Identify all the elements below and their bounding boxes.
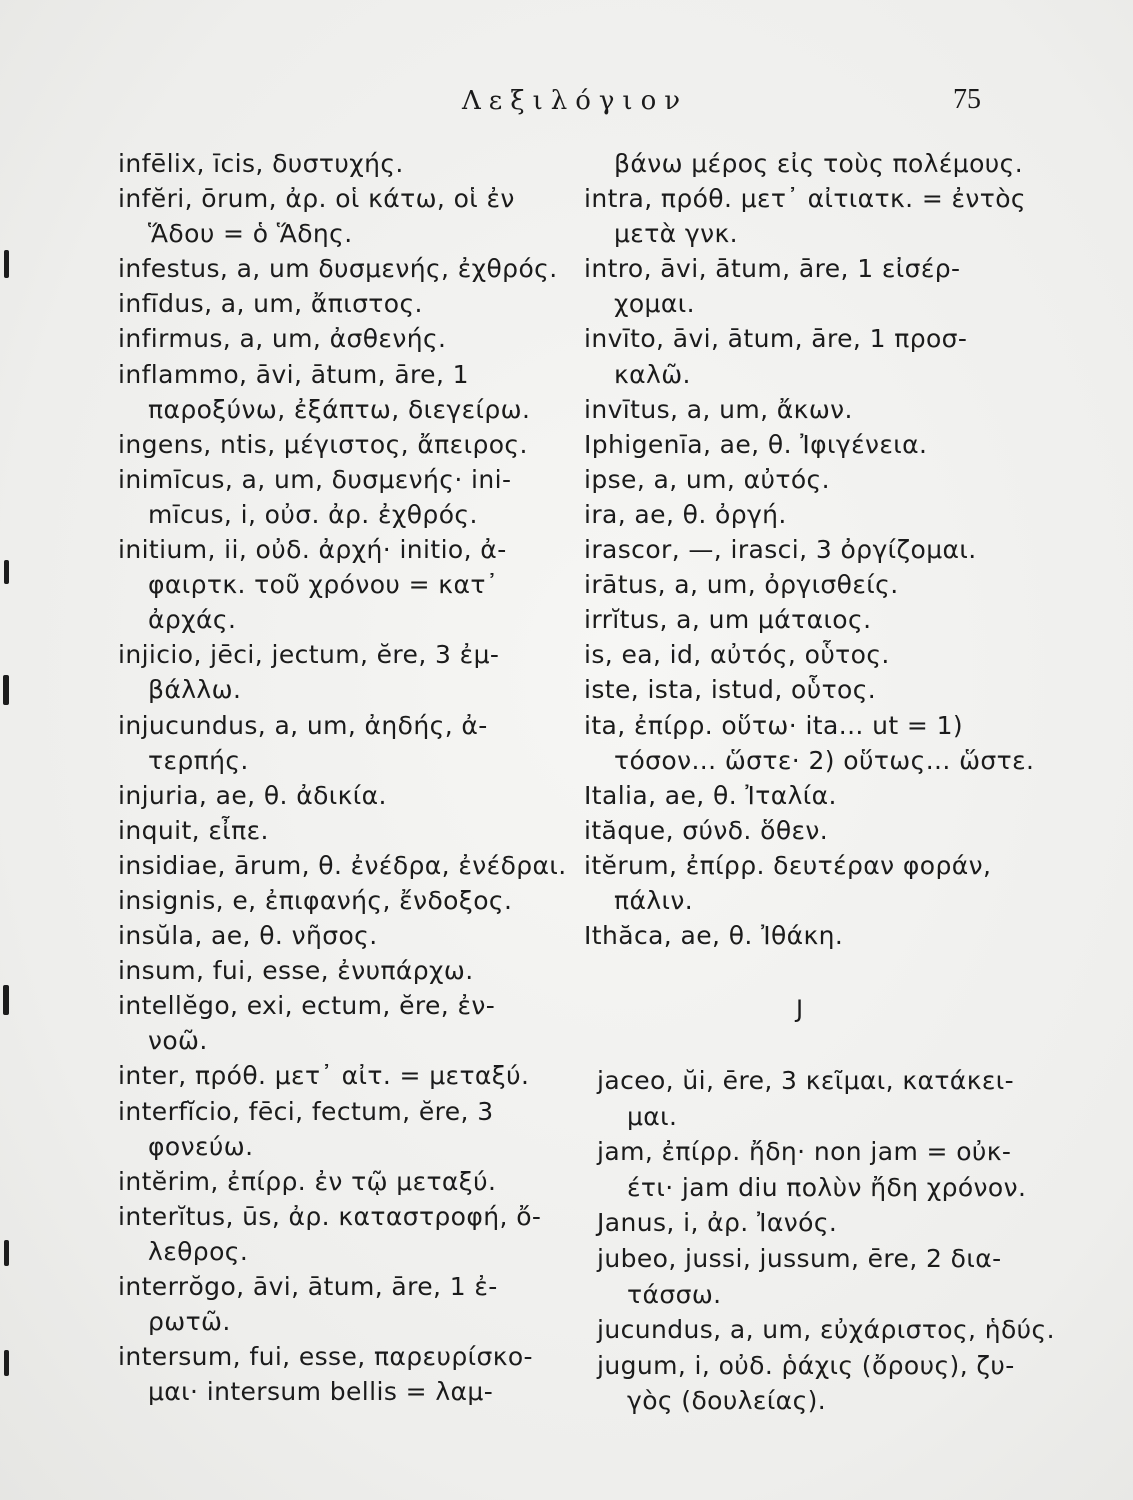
scan-speck [4, 1350, 9, 1376]
left-column-entry-line: interĭtus, ūs, ἀρ. καταστροφή, ὄ- [118, 1201, 542, 1231]
j-section-entry-line: jaceo, ŭi, ēre, 3 κεῖμαι, κατάκει- [597, 1066, 1015, 1095]
left-column-entry-line: ingens, ntis, μέγιστος, ἄπειρος. [118, 429, 528, 459]
left-column-entry-line: infĕri, ōrum, ἀρ. οἱ κάτω, οἱ ἐν [118, 184, 515, 214]
right-column-entry-line: βάνω μέρος εἰς τοὺς πολέμους. [614, 149, 1024, 178]
j-section-entry-line: jubeo, jussi, jussum, ēre, 2 δια- [597, 1243, 1002, 1273]
right-column-entry-line: is, ea, id, αὐτός, οὗτος. [584, 640, 890, 670]
left-column-entry-line: interrŏgo, āvi, ātum, āre, 1 ἐ- [118, 1272, 498, 1301]
left-column-entry-line: φονεύω. [148, 1131, 254, 1161]
left-column-entry-line: ρωτῶ. [148, 1307, 231, 1337]
scan-speck [4, 1240, 9, 1266]
left-column-entry-line: interfĭcio, fēci, fectum, ĕre, 3 [118, 1096, 494, 1126]
right-column-entry-line: ipse, a, um, αὐτός. [584, 464, 830, 494]
j-section-entry-line: μαι. [627, 1101, 678, 1131]
right-column-entry-line: χομαι. [614, 289, 695, 319]
left-column-entry-line: infēlix, īcis, δυστυχής. [118, 149, 404, 178]
right-column-entry-line: μετὰ γνκ. [614, 219, 738, 249]
scan-speck [3, 985, 9, 1015]
left-column-entry-line: inter, πρόθ. μετ᾽ αἰτ. = μεταξύ. [118, 1061, 530, 1091]
j-section-entry-line: Janus, i, ἀρ. Ἰανός. [597, 1208, 838, 1238]
left-column-entry-line: injicio, jēci, jectum, ĕre, 3 ἐμ- [118, 640, 500, 670]
scan-speck [3, 675, 9, 705]
left-column-entry-line: initium, ii, οὐδ. ἀρχή· initio, ἀ- [118, 535, 507, 565]
right-column-entry-line: itĕrum, ἐπίρρ. δευτέραν φοράν, [584, 850, 992, 880]
right-column-entry-line: invīto, āvi, ātum, āre, 1 προσ- [584, 324, 968, 354]
j-section-entry-line: jam, ἐπίρρ. ἤδη· non jam = οὐκ- [597, 1137, 1012, 1167]
section-letter: J [796, 995, 804, 1023]
page-title: Λεξιλόγιον [462, 86, 689, 116]
left-column-entry-line: τερπής. [148, 745, 249, 775]
right-column-entry-line: irascor, —, irasci, 3 ὀργίζομαι. [584, 535, 977, 565]
j-section-entry-line: jugum, i, οὐδ. ῥάχις (ὄρους), ζυ- [597, 1350, 1015, 1380]
right-column-entry-line: intro, āvi, ātum, āre, 1 εἰσέρ- [584, 254, 961, 284]
j-section-entry-line: γὸς (δουλείας). [627, 1386, 827, 1416]
scan-speck [4, 560, 9, 584]
right-column-entry-line: ira, ae, θ. ὀργή. [584, 499, 787, 529]
left-column-entry-line: insum, fui, esse, ἐνυπάρχω. [118, 956, 474, 986]
right-column-entry-line: ita, ἐπίρρ. οὕτω· ita... ut = 1) [584, 710, 964, 740]
left-column-entry-line: infīdus, a, um, ἄπιστος. [118, 289, 423, 319]
left-column-entry-line: injucundus, a, um, ἀηδής, ἀ- [118, 710, 488, 740]
j-section-column [597, 1063, 1055, 1419]
scan-speck [4, 250, 9, 278]
left-column-entry-line: infestus, a, um δυσμενής, ἐχθρός. [118, 254, 558, 284]
right-column-entry-line: καλῶ. [614, 359, 691, 389]
right-column-entry-line: iste, ista, istud, οὗτος. [584, 675, 877, 705]
left-column-entry-line: inimīcus, a, um, δυσμενής· ini- [118, 464, 512, 494]
right-column-entry-line: invītus, a, um, ἄκων. [584, 394, 853, 424]
left-column-entry-line: inflammo, āvi, ātum, āre, 1 [118, 359, 469, 389]
left-column-entry-line: λεθρος. [148, 1236, 249, 1266]
left-column-entry-line: inquit, εἶπε. [118, 815, 269, 845]
right-column-entry-line: irātus, a, um, ὀργισθείς. [584, 570, 899, 600]
right-column-entry-line: Ithăca, ae, θ. Ἰθάκη. [584, 921, 844, 951]
page-number: 75 [953, 84, 981, 115]
right-column-entry-line: ităque, σύνδ. ὅθεν. [584, 815, 829, 845]
left-column-entry-line: insidiae, ārum, θ. ἐνέδρα, ἐνέδραι. [118, 850, 567, 880]
left-column-entry-line: παροξύνω, ἐξάπτω, διεγείρω. [148, 394, 531, 424]
right-column-entry-line: irrĭtus, a, um μάταιος. [584, 605, 872, 635]
left-column-entry-line: intersum, fui, esse, παρευρίσκο- [118, 1342, 533, 1372]
left-column-entry-line: intĕrim, ἐπίρρ. ἐν τῷ μεταξύ. [118, 1166, 497, 1196]
right-column-entry-line: intra, πρόθ. μετ᾽ αἰτιατκ. = ἐντὸς [584, 184, 1027, 214]
left-column-entry-line: insŭla, ae, θ. νῆσος. [118, 921, 378, 951]
right-column-entry-line: Iphigenīa, ae, θ. Ἰφιγένεια. [584, 429, 928, 459]
right-column-entry-line: πάλιν. [614, 885, 694, 915]
left-column-entry-line: μαι· intersum bellis = λαμ- [148, 1377, 494, 1407]
left-column-entry-line: insignis, e, ἐπιφανής, ἔνδοξος. [118, 885, 513, 915]
left-column-entry-line: mīcus, i, οὐσ. ἀρ. ἐχθρός. [148, 499, 478, 529]
left-column-entry-line: ἀρχάς. [148, 605, 237, 635]
right-column-entry-line: Italia, ae, θ. Ἰταλία. [584, 780, 837, 810]
left-column-entry-line: νοῶ. [148, 1026, 208, 1056]
left-column-entry-line: Ἅδου = ὁ Ἅδης. [148, 219, 353, 249]
left-column-entry-line: βάλλω. [148, 675, 242, 705]
left-column-entry-line: intellĕgo, exi, ectum, ĕre, ἐν- [118, 991, 496, 1021]
j-section-entry-line: τάσσω. [627, 1279, 722, 1309]
left-column-entry-line: φαιρτκ. τοῦ χρόνου = κατ᾽ [148, 570, 499, 600]
j-section-entry-line: jucundus, a, um, εὐχάριστος, ἡδύς. [597, 1315, 1055, 1345]
left-column-entry-line: injuria, ae, θ. ἀδικία. [118, 780, 387, 810]
j-section-entry-line: έτι· jam diu πολὺν ἤδη χρόνον. [627, 1172, 1027, 1202]
left-column [118, 146, 583, 1409]
left-column-entry-line: infirmus, a, um, ἀσθενής. [118, 324, 447, 354]
right-column-entry-line: τόσον... ὥστε· 2) οὕτως... ὥστε. [614, 745, 1035, 775]
right-column [584, 146, 1035, 953]
